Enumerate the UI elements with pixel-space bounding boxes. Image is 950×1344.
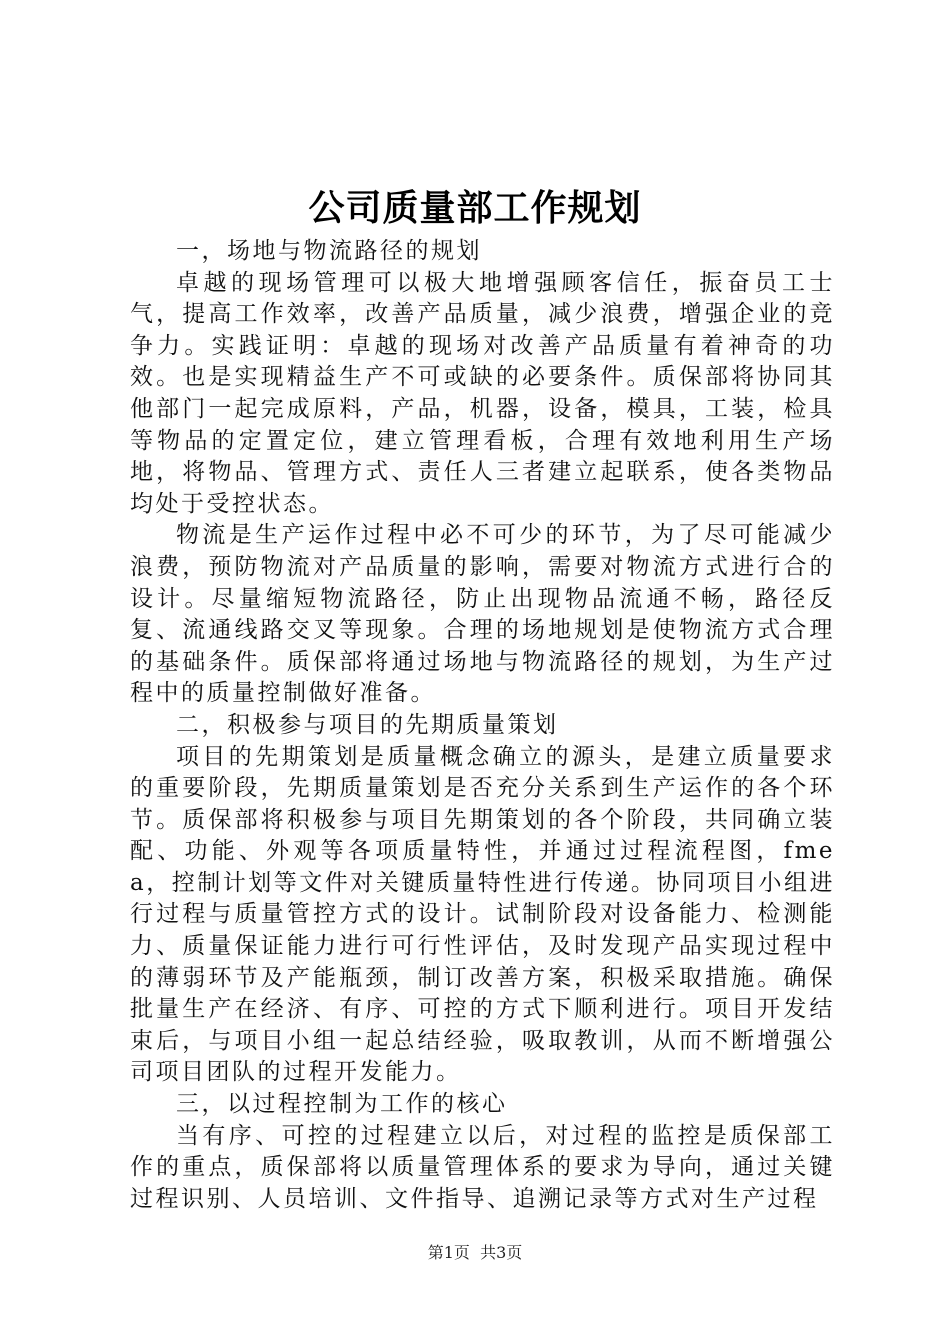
section-1-paragraph-2: 物流是生产运作过程中必不可少的环节，为了尽可能减少浪费，预防物流对产品质量的影响，需要对物流方式进行合的设计。尽量缩短物流路径，防止出现物品流通不畅，路径反复、流通线路交叉等现象。合理的场地规划是使物流方式合理的基础条件。质保部将通过场地与物流路径的规划，为生产过程中的质量控制做好准备。 [130, 522, 835, 707]
section-heading-2: 二，积极参与项目的先期质量策划 [176, 711, 559, 738]
document-title: 公司质量部工作规划 [308, 187, 642, 229]
document-body [130, 236, 835, 1215]
page-number: 第1页 [427, 1243, 470, 1262]
section-1-paragraph-1: 卓越的现场管理可以极大地增强顾客信任，振奋员工士气，提高工作效率，改善产品质量，减少浪费，增强企业的竞争力。实践证明：卓越的现场对改善产品质量有着神奇的功效。也是实现精益生产不可或缺的必要条件。质保部将协同其他部门一起完成原料，产品，机器，设备，模具，工装，检具等物品的定置定位，建立管理看板，合理有效地利用生产场地，将物品、管理方式、责任人三者建立起联系，使各类物品均处于受控状态。 [130, 269, 835, 517]
page-footer [0, 1243, 950, 1263]
section-3-paragraph-1: 当有序、可控的过程建立以后，对过程的监控是质保部工作的重点，质保部将以质量管理体系的要求为导向，通过关键过程识别、人员培训、文件指导、追溯记录等方式对生产过程 [130, 1122, 835, 1212]
page-total: 共3页 [480, 1243, 523, 1262]
section-heading-1: 一，场地与物流路径的规划 [176, 238, 482, 264]
section-2-paragraph-1: 项目的先期策划是质量概念确立的源头，是建立质量要求的重要阶段，先期质量策划是否充分关系到生产运作的各个环节。质保部将积极参与项目先期策划的各个阶段，共同确立装配、功能、外观等各项质量特性，并通过过程流程图，fmea，控制计划等文件对关键质量特性进行传递。协同项目小组进行过程与质量管控方式的设计。试制阶段对设备能力、检测能力、质量保证能力进行可行性评估，及时发现产品实现过程中的薄弱环节及产能瓶颈，制订改善方案，积极采取措施。确保批量生产在经济、有序、可控的方式下顺利进行。项目开发结束后，与项目小组一起总结经验，吸取教训，从而不断增强公司项目团队的过程开发能力。 [130, 743, 835, 1086]
section-heading-3: 三，以过程控制为工作的核心 [176, 1091, 508, 1118]
